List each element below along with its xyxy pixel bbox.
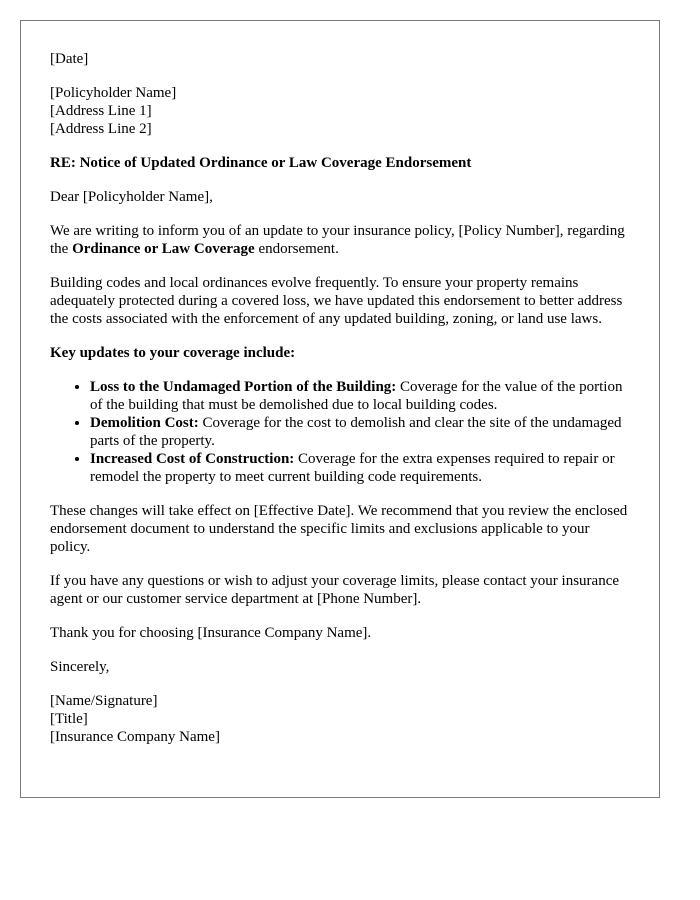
signature-block — [50, 692, 631, 746]
letter-page — [20, 20, 660, 798]
recipient-name: [Policyholder Name] — [50, 85, 177, 101]
key-update-item — [90, 378, 631, 414]
contact-paragraph: If you have any questions or wish to adjust your coverage limits, please contact your insurance agent or our customer service department at [Phone Number]. — [50, 573, 620, 607]
signature-company: [Insurance Company Name] — [50, 729, 220, 745]
key-updates-heading: Key updates to your coverage include: — [50, 345, 296, 361]
key-update-text: Coverage for the value of the portion of the building that must be demolished due to local building codes. — [90, 379, 623, 413]
signature-title: [Title] — [50, 711, 88, 727]
codes-paragraph: Building codes and local ordinances evolve frequently. To ensure your property remains adequately protected during a covered loss, we have updated this endorsement to better address the costs associated with the enforcement of any updated building, zoning, or land use laws. — [50, 275, 623, 327]
key-update-text: Coverage for the cost to demolish and clear the site of the undamaged parts of the property. — [90, 415, 622, 449]
letter-salutation: Dear [Policyholder Name], — [50, 189, 213, 205]
thanks-line: Thank you for choosing [Insurance Company Name]. — [50, 625, 372, 641]
signature-name: [Name/Signature] — [50, 693, 158, 709]
intro-paragraph — [50, 222, 631, 258]
intro-text-after: endorsement. — [254, 241, 339, 257]
recipient-address-block — [50, 84, 631, 138]
key-update-item — [90, 450, 631, 486]
recipient-address-line-1: [Address Line 1] — [50, 103, 152, 119]
key-update-text: Coverage for the extra expenses required to repair or remodel the property to meet current building code requirements. — [90, 451, 615, 485]
key-update-item — [90, 414, 631, 450]
effective-date-paragraph: These changes will take effect on [Effective Date]. We recommend that you review the enclosed endorsement document to understand the specific limits and exclusions applicable to your policy. — [50, 503, 628, 555]
letter-subject: RE: Notice of Updated Ordinance or Law Coverage Endorsement — [50, 155, 472, 171]
letter-date: [Date] — [50, 51, 89, 67]
key-update-title: Demolition Cost: — [90, 415, 199, 431]
key-update-title: Increased Cost of Construction: — [90, 451, 295, 467]
key-update-title: Loss to the Undamaged Portion of the Building: — [90, 379, 397, 395]
closing-line: Sincerely, — [50, 659, 110, 675]
key-updates-list — [50, 378, 631, 486]
intro-text-before: We are writing to inform you of an update to your insurance policy, [Policy Number], regarding the — [50, 223, 625, 257]
intro-coverage-name: Ordinance or Law Coverage — [72, 241, 255, 257]
recipient-address-line-2: [Address Line 2] — [50, 121, 152, 137]
